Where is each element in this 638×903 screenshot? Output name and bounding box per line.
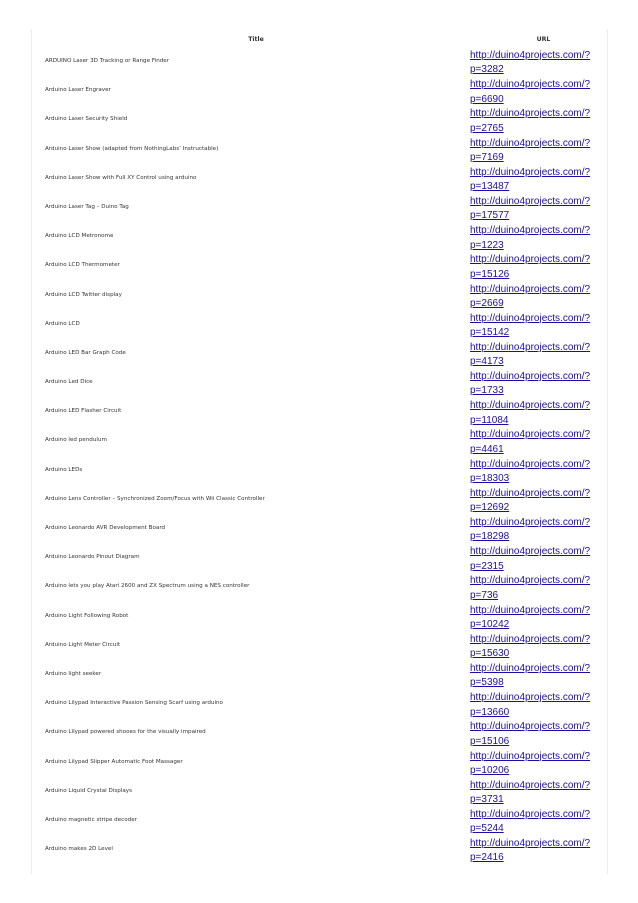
row-title: Arduino Lilypad Slipper Automatic Foot Massager [45, 758, 183, 765]
table-row [32, 631, 607, 660]
url-line-1: http://duino4projects.com/? [470, 254, 591, 266]
row-title: Arduino Lilypad Interactive Passion Sensing Scarf using arduino [45, 700, 223, 707]
row-url-link[interactable] [470, 224, 605, 253]
row-url-link[interactable] [470, 837, 605, 866]
url-line-1: http://duino4projects.com/? [470, 487, 591, 499]
row-title: Arduino LCD Metronome [45, 233, 114, 240]
row-url-link[interactable] [470, 574, 605, 603]
table-row [32, 514, 607, 543]
row-title: Arduino Laser Security Shield [45, 116, 128, 123]
url-line-1: http://duino4projects.com/? [470, 546, 591, 558]
url-line-1: http://duino4projects.com/? [470, 400, 591, 412]
table-row [32, 47, 607, 76]
row-url-link[interactable] [470, 808, 605, 837]
row-title: Arduino LCD Thermometer [45, 262, 120, 269]
url-line-1: http://duino4projects.com/? [470, 633, 591, 645]
table-row [32, 310, 607, 339]
url-line-1: http://duino4projects.com/? [470, 779, 591, 791]
table-row [32, 777, 607, 806]
table-header [32, 29, 607, 49]
row-title: Arduino Liquid Crystal Displays [45, 787, 132, 794]
table-row [32, 222, 607, 251]
url-line-1: http://duino4projects.com/? [470, 429, 591, 441]
url-line-2: p=2416 [470, 852, 504, 864]
row-title: Arduino Laser Show with Full XY Control using arduino [45, 174, 197, 181]
row-title: Arduino Lens Controller – Synchronized Zoom/Focus with Wii Classic Controller [45, 495, 265, 502]
table-row [32, 193, 607, 222]
row-url-link[interactable] [470, 137, 605, 166]
url-line-1: http://duino4projects.com/? [470, 166, 591, 178]
url-line-1: http://duino4projects.com/? [470, 662, 591, 674]
url-line-1: http://duino4projects.com/? [470, 195, 591, 207]
url-line-1: http://duino4projects.com/? [470, 79, 591, 91]
url-line-2: p=11084 [470, 414, 509, 426]
row-title: Arduino Laser Show (adapted from NothingLabs’ Instructable) [45, 145, 219, 152]
row-title: ARDUINO Laser 3D Tracking or Range Finder [45, 58, 170, 64]
table-row [32, 281, 607, 310]
table-row [32, 485, 607, 514]
url-line-1: http://duino4projects.com/? [470, 604, 591, 616]
url-line-1: http://duino4projects.com/? [470, 721, 591, 733]
url-line-2: p=13487 [470, 181, 510, 193]
url-line-2: p=1223 [470, 239, 504, 251]
row-url-link[interactable] [470, 720, 605, 749]
url-line-2: p=10242 [470, 618, 510, 630]
url-line-2: p=3282 [470, 64, 504, 76]
url-line-2: p=2765 [470, 122, 504, 134]
url-line-2: p=2315 [470, 560, 504, 572]
row-url-link[interactable] [470, 107, 605, 136]
table-row [32, 76, 607, 105]
row-title: Arduino led pendulum [45, 437, 107, 444]
row-title: Arduino LCD Twitter display [45, 291, 122, 298]
row-url-link[interactable] [470, 750, 605, 779]
row-title: Arduino makes 2D Level [45, 846, 113, 853]
url-line-1: http://duino4projects.com/? [470, 517, 591, 528]
row-url-link[interactable] [470, 312, 605, 341]
row-url-link[interactable] [470, 662, 605, 691]
url-line-2: p=15142 [470, 327, 510, 339]
table-row [32, 689, 607, 718]
row-title: Arduino LEDs [45, 466, 83, 473]
row-title: Arduino Lilypad powered shooes for the visually impaired [45, 729, 206, 736]
row-url-link[interactable] [470, 195, 605, 224]
url-line-1: http://duino4projects.com/? [470, 108, 591, 120]
url-line-1: http://duino4projects.com/? [470, 341, 591, 353]
url-line-1: http://duino4projects.com/? [470, 225, 591, 237]
row-url-link[interactable] [470, 428, 605, 457]
table-row [32, 806, 607, 835]
table-row [32, 164, 607, 193]
projects-table [31, 29, 608, 874]
table-row [32, 718, 607, 747]
table-row [32, 660, 607, 689]
row-url-link[interactable] [470, 166, 605, 195]
row-url-link[interactable] [470, 487, 605, 516]
table-row [32, 135, 607, 164]
url-line-2: p=5244 [470, 823, 504, 835]
url-line-2: p=13660 [470, 706, 510, 718]
url-line-1: http://duino4projects.com/? [470, 371, 591, 383]
url-line-2: p=736 [470, 589, 499, 601]
row-url-link[interactable] [470, 516, 605, 545]
url-line-1: http://duino4projects.com/? [470, 312, 591, 324]
row-url-link[interactable] [470, 283, 605, 312]
table-row [32, 602, 607, 631]
url-line-2: p=6690 [470, 93, 504, 105]
row-url-link[interactable] [470, 545, 605, 574]
table-row [32, 368, 607, 397]
row-title: Arduino magnetic stripe decoder [45, 816, 137, 823]
url-line-2: p=4173 [470, 356, 504, 368]
url-line-2: p=15106 [470, 735, 510, 747]
row-title: Arduino lets you play Atari 2600 and ZX Spectrum using a NES controller [45, 583, 250, 590]
row-url-link[interactable] [470, 458, 605, 487]
row-title: Arduino Laser Tag – Duino Tag [45, 203, 129, 210]
table-row [32, 339, 607, 368]
url-line-1: http://duino4projects.com/? [470, 808, 591, 820]
row-title: Arduino Light Following Robot [45, 612, 129, 619]
table-row [32, 426, 607, 455]
row-url-link[interactable] [470, 633, 605, 662]
row-title: Arduino LCD [45, 320, 80, 327]
row-title: Arduino LED Flasher Circuit [45, 408, 122, 415]
row-title: Arduino LED Bar Graph Code [45, 349, 126, 356]
url-line-2: p=3731 [470, 794, 504, 806]
row-title: Arduino Leonardo AVR Development Board [45, 525, 166, 531]
url-line-2: p=1733 [470, 385, 504, 397]
row-url-link[interactable] [470, 399, 605, 428]
row-title: Arduino Laser Engraver [45, 87, 111, 94]
table-row [32, 543, 607, 572]
url-line-2: p=5398 [470, 677, 504, 689]
url-line-2: p=18303 [470, 473, 510, 485]
table-row [32, 251, 607, 280]
row-url-link[interactable] [470, 370, 605, 399]
url-line-1: http://duino4projects.com/? [470, 575, 591, 587]
url-line-1: http://duino4projects.com/? [470, 50, 591, 61]
url-line-1: http://duino4projects.com/? [470, 692, 591, 704]
row-url-link[interactable] [470, 341, 605, 370]
table-row [32, 835, 607, 864]
table-body [32, 47, 607, 864]
row-url-link[interactable] [470, 604, 605, 633]
url-line-2: p=17577 [470, 210, 510, 222]
row-url-link[interactable] [470, 253, 605, 282]
url-line-2: p=15630 [470, 648, 510, 660]
table-row [32, 748, 607, 777]
url-line-2: p=10206 [470, 764, 510, 776]
row-title: Arduino light seeker [45, 670, 102, 677]
url-line-1: http://duino4projects.com/? [470, 458, 591, 470]
row-url-link[interactable] [470, 691, 605, 720]
url-line-1: http://duino4projects.com/? [470, 750, 591, 762]
row-url-link[interactable] [470, 779, 605, 808]
row-url-link[interactable] [470, 78, 605, 107]
table-row [32, 105, 607, 134]
url-line-2: p=12692 [470, 502, 510, 514]
url-line-2: p=7169 [470, 151, 504, 163]
url-line-2: p=4461 [470, 443, 504, 455]
url-line-1: http://duino4projects.com/? [470, 283, 591, 295]
row-title: Arduino Light Meter Circuit [45, 641, 121, 648]
row-title: Arduino Led Dice [45, 379, 93, 386]
table-row [32, 397, 607, 426]
row-url-link[interactable] [470, 49, 605, 78]
url-line-1: http://duino4projects.com/? [470, 137, 591, 149]
table-row [32, 572, 607, 601]
url-line-2: p=18298 [470, 531, 510, 543]
url-line-2: p=15126 [470, 268, 510, 280]
header-title: Title [248, 36, 264, 43]
url-line-2: p=2669 [470, 297, 504, 309]
url-line-1: http://duino4projects.com/? [470, 838, 591, 850]
row-title: Arduino Leonardo Pinout Diagram [45, 554, 140, 561]
header-url: URL [536, 36, 551, 43]
table-row [32, 456, 607, 485]
